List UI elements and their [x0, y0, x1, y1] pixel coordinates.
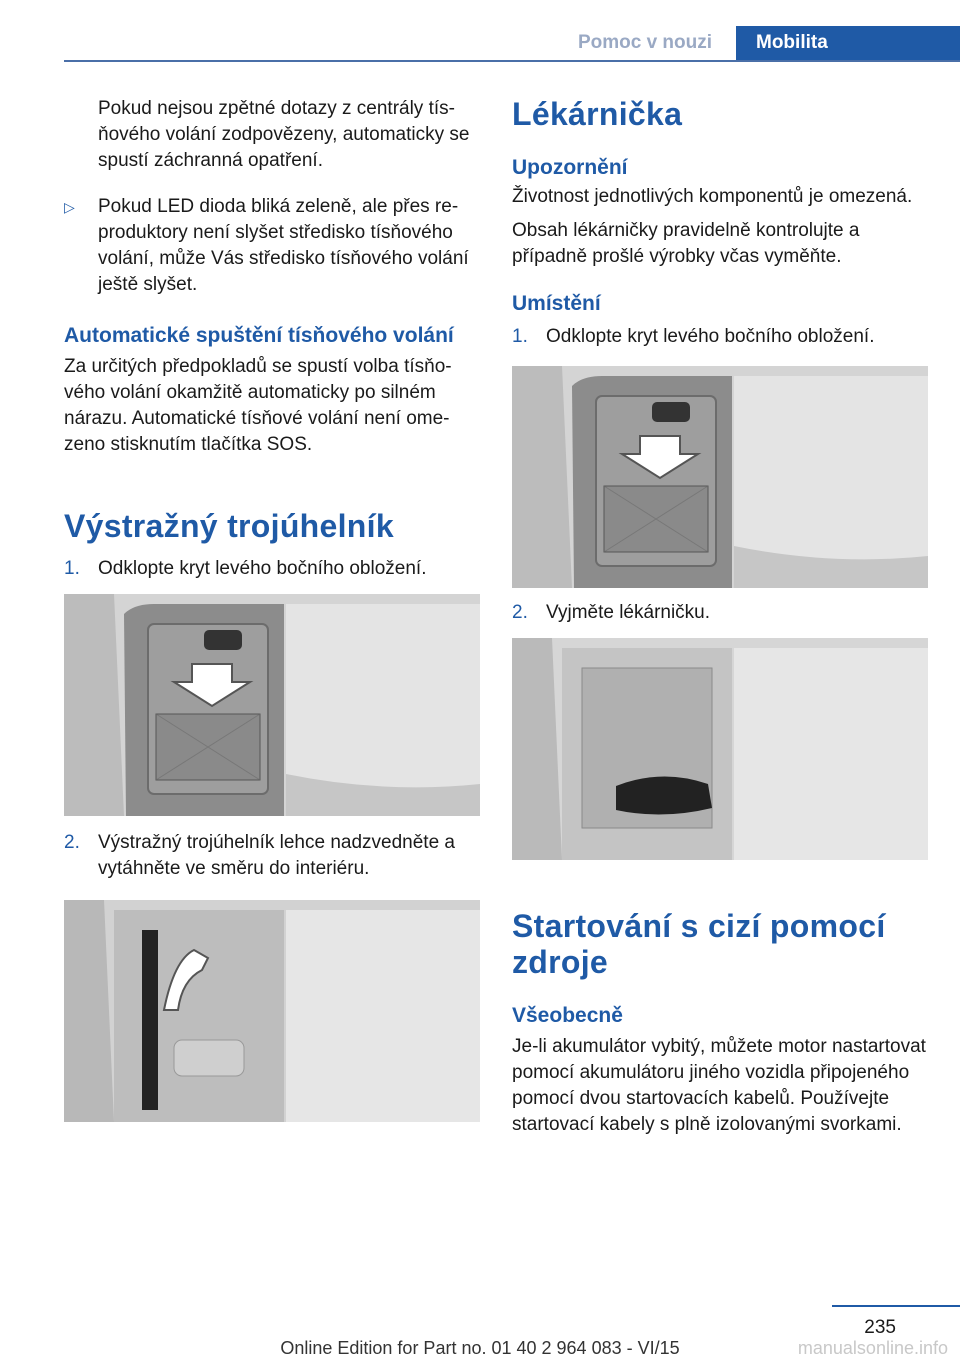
location-heading: Umístění	[512, 292, 601, 315]
bullet-text: Pokud LED dioda bliká zeleně, ale přes reproduktory není slyšet středisko tísňového volání, může Vás středisko tísňového volání ještě slyšet.	[98, 196, 469, 295]
general-text: Je-li akumulátor vybitý, můžete motor nastartovat pomocí akumulátoru jiného vozidla připojeného pomocí dvou startovacích kabelů. Používejte startovací kabely s plně izolovanými svorkami.	[512, 1036, 926, 1135]
step-number: 2.	[64, 832, 80, 853]
paragraph-continuation: Pokud nejsou zpětné dotazy z centrály tísňového volání zodpovězeny, automaticky se spustí záchranná opatření.	[98, 98, 470, 171]
left-column	[64, 96, 480, 1122]
figure-kit-removal	[512, 638, 928, 860]
footer-rule	[832, 1305, 960, 1307]
triangle-bullet-icon: ▷	[64, 199, 75, 215]
step-item	[512, 324, 928, 350]
auto-call-text: Za určitých předpokladů se spustí volba tísňového volání okamžitě automaticky po silném nárazu. Automatické tísňové volání není omezeno stisknutím tlačítka SOS.	[64, 356, 452, 455]
page-number: 235	[864, 1317, 896, 1338]
step-number: 2.	[512, 602, 528, 623]
edition-text: Online Edition for Part no. 01 40 2 964 083 - VI/15	[280, 1338, 680, 1358]
first-aid-kit-heading: Lékárnička	[512, 96, 683, 132]
warning-heading: Upozornění	[512, 156, 628, 179]
figure-cover-open	[64, 594, 480, 816]
watermark: manualsonline.info	[797, 1338, 948, 1358]
step-number: 1.	[64, 558, 80, 579]
step-text: Výstražný trojúhelník lehce nadzvedněte a vytáhněte ve směru do interiéru.	[98, 832, 455, 879]
bullet-item	[64, 194, 480, 298]
jump-start-heading: Startování s cizí pomocí zdroje	[512, 908, 886, 980]
step-item	[64, 556, 480, 582]
step-number: 1.	[512, 326, 528, 347]
step-text: Vyjměte lékárničku.	[546, 602, 711, 623]
step-item	[64, 830, 480, 882]
warning-text-1: Životnost jednotlivých komponentů je omezená.	[512, 186, 913, 207]
figure-kit-cover-open	[512, 366, 928, 588]
auto-call-heading: Automatické spuštění tísňového volání	[64, 324, 454, 347]
step-item	[512, 600, 928, 626]
header-rule	[64, 60, 960, 62]
tab-section: Pomoc v nouzi	[577, 32, 713, 53]
warning-text-2: Obsah lékárničky pravidelně kontrolujte a případně prošlé výrobky včas vyměňte.	[512, 220, 860, 267]
general-heading: Všeobecně	[512, 1004, 623, 1027]
step-text: Odklopte kryt levého bočního obložení.	[546, 326, 875, 347]
tab-chapter: Mobilita	[736, 26, 960, 62]
right-column	[512, 96, 928, 1138]
figure-triangle-removal	[64, 900, 480, 1122]
step-text: Odklopte kryt levého bočního obložení.	[98, 558, 427, 579]
triangle-heading: Výstražný trojúhelník	[64, 508, 394, 544]
